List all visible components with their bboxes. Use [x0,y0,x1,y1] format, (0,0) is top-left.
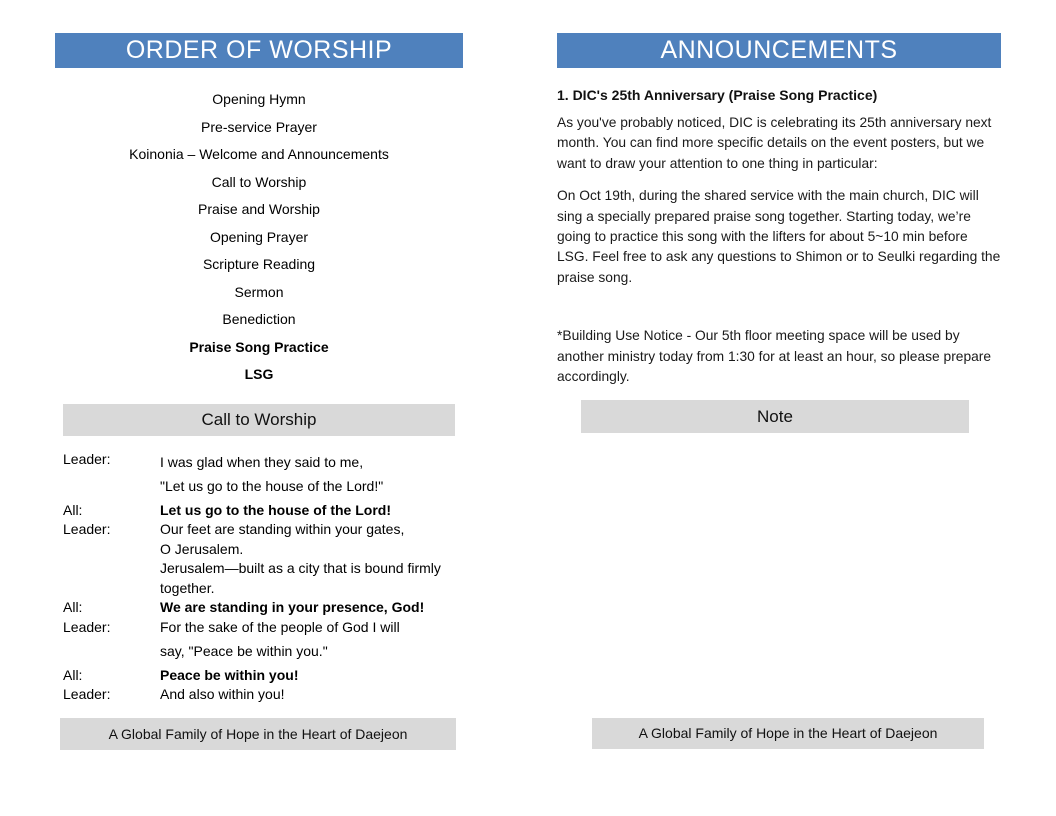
order-item-lsg: LSG [244,366,274,382]
reading-line: Peace be within you! [160,666,299,683]
order-of-worship-title: ORDER OF WORSHIP [125,36,393,64]
reading-row [55,618,463,666]
order-item-praise-and-worship: Praise and Worship [198,201,320,217]
reading-row [55,501,463,521]
reading-text [160,618,400,666]
order-of-worship-banner [55,33,463,68]
reading-text [160,520,441,598]
reading-text [160,666,298,686]
reading-line: Jerusalem—built as a city that is bound firmly [160,560,441,576]
reading-speaker: Leader: [63,618,111,635]
note-section-banner [581,400,969,433]
order-item-sermon: Sermon [234,283,284,300]
order-item-opening-prayer: Opening Prayer [209,228,309,245]
reading-text [160,501,391,521]
reading-speaker: Leader: [63,521,111,537]
reading-text [160,685,285,705]
note-section-title: Note [757,407,793,426]
reading-row [55,666,463,686]
announcements-banner [557,33,1001,68]
announcement-paragraph-2: On Oct 19th, during the shared service with the main church, DIC will sing a specially prepared praise song together. Starting today, we’re going to practice this song with the lifters for about 5~10 min before LSG. Feel free to ask any questions to Shimon or to Seulki regarding the praise song. [557,188,1001,285]
reading-speaker: All: [63,501,83,518]
reading-line: For the sake of the people of God I will [160,618,400,635]
announcements-title: ANNOUNCEMENTS [660,36,898,64]
reading-line: We are standing in your presence, God! [160,599,425,615]
reading-row [55,598,463,618]
order-of-worship-page [55,33,463,705]
order-item-koinonia: Koinonia – Welcome and Announcements [129,146,389,162]
call-to-worship-section-banner [63,404,455,436]
responsive-reading [55,450,463,705]
reading-line: Our feet are standing within your gates, [160,521,405,537]
building-use-notice: *Building Use Notice - Our 5th floor meeting space will be used by another ministry today from 1:30 for at least an hour, so please prepare accordingly. [557,328,992,385]
announcement-paragraph-1: As you've probably noticed, DIC is celebrating its 25th anniversary next month. You can find more specific details on the event posters, but we want to draw your attention to one thing in particular: [557,115,992,171]
order-item-praise-song-practice: Praise Song Practice [189,338,329,355]
reading-row [55,520,463,598]
reading-line: say, "Peace be within you." [160,643,328,659]
reading-row [55,685,463,705]
announcements-page [557,33,1001,387]
reading-text [160,598,424,618]
order-item-pre-service-prayer: Pre-service Prayer [201,118,317,135]
order-item-opening-hymn: Opening Hymn [212,91,306,107]
reading-speaker: Leader: [63,686,111,702]
reading-line: I was glad when they said to me, [160,453,364,470]
reading-text [160,450,383,498]
reading-speaker: All: [63,666,83,683]
reading-speaker: Leader: [63,450,111,467]
order-item-call-to-worship: Call to Worship [211,173,307,190]
order-of-worship-list [55,86,463,389]
reading-line: Let us go to the house of the Lord! [160,501,391,518]
order-item-scripture-reading: Scripture Reading [202,256,316,272]
reading-line: together. [160,579,215,596]
reading-speaker: All: [63,599,83,615]
announcement-heading: 1. DIC's 25th Anniversary (Praise Song Practice) [557,87,878,103]
footer-motto-right: A Global Family of Hope in the Heart of Daejeon [592,718,984,749]
call-to-worship-section-title: Call to Worship [201,409,317,429]
reading-line: O Jerusalem. [160,540,244,557]
footer-motto-left: A Global Family of Hope in the Heart of Daejeon [60,718,456,750]
reading-line: "Let us go to the house of the Lord!" [160,477,384,494]
reading-line: And also within you! [160,686,285,702]
order-item-benediction: Benediction [222,311,296,327]
reading-row [55,450,463,498]
